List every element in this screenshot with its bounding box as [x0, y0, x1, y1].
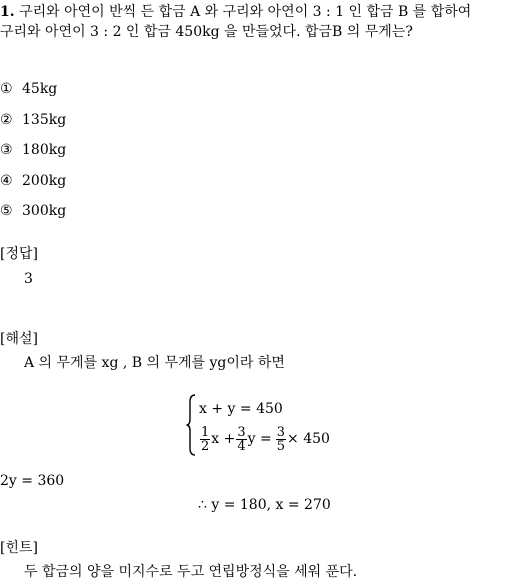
- choice-text: 180kg: [22, 142, 67, 158]
- equation-term: x +: [211, 431, 236, 447]
- fraction-numerator: 3: [276, 424, 286, 440]
- equation-2: [199, 424, 330, 454]
- question-text-1: 구리와 아연이 반씩 든 합금 A 와 구리와 아연이 3 : 1 인 합금 B 를 합하여: [19, 4, 472, 20]
- choice-text: 135kg: [22, 112, 67, 128]
- fraction-three-fifths: [276, 426, 286, 453]
- fraction-numerator: 3: [237, 424, 246, 440]
- answer-heading: [정답]: [0, 246, 38, 262]
- hint-text: 두 합금의 양을 미지수로 두고 연립방정식을 세워 푼다.: [24, 564, 358, 580]
- choice-mark: ⑤: [0, 203, 13, 219]
- choice-mark: ②: [0, 112, 13, 128]
- fraction-denominator: 2: [201, 438, 210, 454]
- fraction-denominator: 5: [276, 438, 286, 454]
- choice-text: 200kg: [22, 173, 67, 189]
- question-number: 1.: [0, 4, 15, 20]
- choice-5[interactable]: [0, 201, 66, 221]
- fraction-numerator: 1: [201, 424, 210, 440]
- explanation-step: 2y = 360: [0, 473, 65, 489]
- answer-value: 3: [24, 271, 33, 287]
- choice-1[interactable]: [0, 79, 57, 99]
- fraction-three-quarters: [236, 426, 246, 453]
- choice-mark: ①: [0, 81, 13, 97]
- equation-term: y =: [247, 431, 272, 447]
- explanation-heading: [해설]: [0, 331, 38, 347]
- explanation-result: ∴ y = 180, x = 270: [198, 497, 331, 513]
- question-line-1: [0, 2, 471, 22]
- choice-text: 45kg: [22, 81, 58, 97]
- choice-4[interactable]: [0, 171, 66, 191]
- choice-text: 300kg: [22, 203, 67, 219]
- fraction-denominator: 4: [237, 438, 246, 454]
- left-brace-icon: [186, 394, 196, 456]
- choice-3[interactable]: [0, 140, 66, 160]
- explanation-intro: A 의 무게를 xg , B 의 무게를 yg이라 하면: [24, 355, 285, 371]
- hint-heading: [힌트]: [0, 540, 38, 556]
- choice-mark: ④: [0, 173, 13, 189]
- choice-mark: ③: [0, 142, 13, 158]
- equation-system: [186, 394, 346, 456]
- fraction-one-half: [200, 426, 210, 453]
- equation-1: x + y = 450: [199, 401, 283, 417]
- equation-term: × 450: [287, 431, 330, 447]
- choice-2[interactable]: [0, 110, 66, 130]
- question-text-2: 구리와 아연이 3 : 2 인 합금 450kg 을 만들었다. 합금B 의 무게는?: [0, 24, 413, 40]
